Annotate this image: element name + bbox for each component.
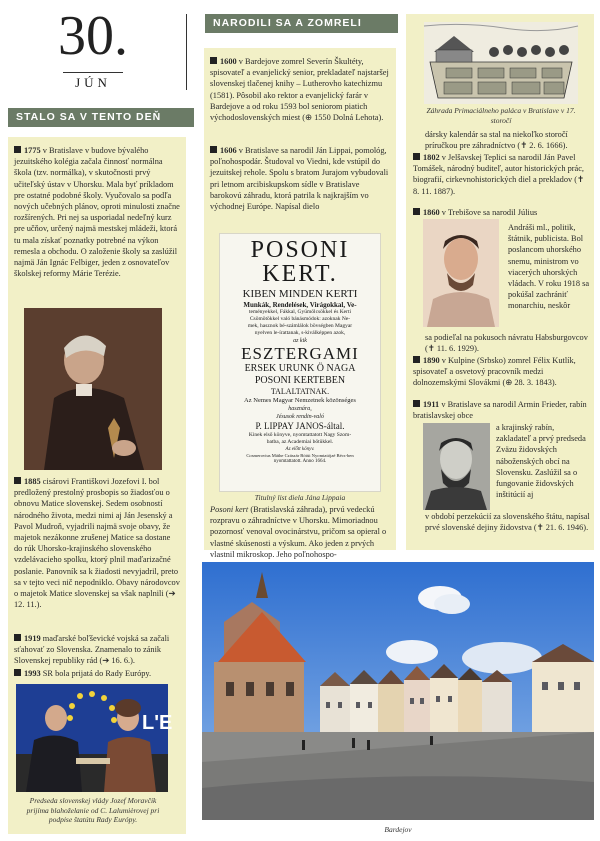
caption-left-photo: Predseda slovenskej vlády Jozef Moravčík prijíma blahoželanie od C. Lalumièrovej pri podpise štatútu Rady Európy. bbox=[26, 796, 160, 824]
entry-1606: 1606 v Bratislave sa narodil Ján Lippai, pomológ, poľnohospodár. Študoval vo Viedni, kde vstúpil do jezuitskej rehole. Spolu s bratom Jurajom vybudovali pri letnom arcibiskupskom sídle v Bratislave barokovú záhradu, ktorá patrila k najkrajším vo východnej Európe. Napísal dielo bbox=[210, 146, 389, 212]
bullet-square-icon bbox=[413, 208, 420, 215]
entry-1885: 1885 cisárovi Františkovi Jozefovi I. bol predložený prestolný prosbopis so žiadosťou o obnovu Matice slovenskej. Sedem osobností národného života, medzi nimi aj Ján Jesenský a Pavol Mudroň, vyjadrili najmä svoje obavy, že majetok nezákonne zrušenej Matice sa dostane do rúk Uhorsko-krajinského slovenského vzdelávacieho spolku, ktorý plnil maďarizačné poslanie. Panovník sa k žiadosti nevyjadril, preto sa v tejto veci nič nepodniklo. Obavy národovcov o majetok Matice slovenskej sa však naplnili (➔ 12. 11.). bbox=[14, 477, 180, 610]
bardejov-photo bbox=[202, 562, 594, 820]
garden-caption: Záhrada Primaciálneho paláca v Bratislave v 17. storočí bbox=[426, 106, 576, 125]
entry-1860-end: sa podieľal na pokusoch návratu Habsburgovcov (✝ 11. 6. 1929). bbox=[425, 333, 588, 354]
bullet-square-icon bbox=[413, 153, 420, 160]
entry-1775: 1775 v Bratislave v budove bývalého jezuitského kolégia začala činnosť normálna škola (tzv. normálka), v skutočnosti prvý učiteľský ústav v Uhorsku. Mala byť príkladom pre ostatné podobné školy. Vyučovalo sa podľa nových učebných plánov, oproti minulosti značne rozšírených. Pri nej sa usporiadal nedeľný kurz pre učňov, určený najmä mestskej mládeži, ktorá tu mala získať poznatky potrebné na výkon remesla a obchodu. O založenie školy sa zaslúžil najmä Ján Ignác Felbiger, jeden z osnovateľov školskej reformy Márie Terézie. bbox=[14, 146, 180, 279]
felbiger-portrait-image bbox=[24, 308, 162, 470]
book-title-page: POSONI KERT. KIBEN MINDEN KERTI Munkák, Rendelések, Virágokkal, Ve- teményekkel, Fákkal, Gyümölcsökkel és Kerti Csömötökkel való bánásmódok: azoknak Ne- mek, hasznok bé-számlálok bövségben Magyar nyelven le-írattanak, s-kiválképpen azok, az kik ESZTERGAMI ERSEK URUNK Ö NAGA POSONI KERTEBEN TALALTATNAK. Az Nemes Magyar Nemzetnek közönséges hasznára, Jésusok rendin-való P. LIPPAY JANOS-által. Kinek első könyve, nyomtattatott Nagy Szom- batba, az Academiai bötükkel. Az előtt könyv. Cosmerovius Máthe Czászár Bötüi Nyomtatójaé Bécs-ben nyomtattatott. Anno 1664. bbox=[219, 233, 381, 492]
bullet-square-icon bbox=[413, 356, 420, 363]
andrassy-portrait-image bbox=[423, 219, 499, 327]
right-section-header: NARODILI SA A ZOMRELI bbox=[205, 14, 398, 33]
date-rule bbox=[63, 72, 123, 73]
left-section-header: STALO SA V TENTO DEŇ bbox=[8, 108, 194, 127]
bullet-square-icon bbox=[14, 634, 21, 641]
garden-engraving-image bbox=[424, 22, 578, 104]
vertical-divider bbox=[186, 14, 187, 90]
bullet-square-icon bbox=[14, 669, 21, 676]
book-caption: Titulný list diela Jána Lippaia bbox=[254, 493, 346, 502]
bullet-square-icon bbox=[413, 400, 420, 407]
council-of-europe-photo bbox=[16, 684, 173, 792]
bardejov-caption: Bardejov bbox=[384, 825, 412, 834]
bullet-square-icon bbox=[14, 146, 21, 153]
bullet-square-icon bbox=[14, 477, 21, 484]
entry-1919: 1919 maďarské boľševické vojská sa začali sťahovať zo Slovenska. Znamenalo to zánik Slovenskej republiky rád (➔ 16. 6.). bbox=[14, 634, 170, 666]
bullet-square-icon bbox=[210, 57, 217, 64]
right-continuation: dársky kalendár sa stal na niekoľko storočí príručkou pre záhradníctvo (✝ 2. 6. 1666). bbox=[425, 130, 568, 151]
date-day: 30. bbox=[58, 5, 128, 67]
entry-1860-cont: Andráši ml., politik, štátnik, publicista. Bol poslancom uhorského snemu, ministrom vo viacerých uhorských vládach. V roku 1918 sa pokúšal zachrániť monarchiu, neskôr bbox=[508, 223, 590, 311]
bullet-square-icon bbox=[210, 146, 217, 153]
entry-1911: 1911 v Bratislave sa narodil Armin Frieder, rabín bratislavskej obce bbox=[413, 400, 587, 421]
entry-1802: 1802 v Jelšavskej Teplici sa narodil Ján Pavel Tomášek, národný buditeľ, autor historických prác, biografií, cirkevnohistorických diel a prekladov (✝ 8. 11. 1887). bbox=[413, 153, 585, 196]
entry-1911-cont: a krajinský rabín, zakladateľ a prvý predseda Zväzu židovských náboženských obcí na Slovensku. Zaslúžil sa o fungovanie židovských inštitúcií aj bbox=[496, 423, 586, 500]
entry-1860: 1860 v Trebišove sa narodil Július bbox=[413, 207, 590, 218]
entry-1600: 1600 v Bardejove zomrel Severín Škultéty, spisovateľ a evanjelický senior, prekladateľ najstaršej slovenskej tlačenej knihy – Lutherovho katechizmu (1581). Pôsobil ako rektor a evanjelický farár v Bardejove a od roku 1593 bol seniorom piatich východoslovenských miest (⊕ 1550 Dolná Lehota). bbox=[210, 57, 389, 123]
entry-1911-end: v období perzekúcií za slovenského štátu, napísal prvé slovenské dejiny židovstva (✝ 21. 6. 1946). bbox=[425, 512, 590, 533]
entry-1993: 1993 SR bola prijatá do Rady Európy. bbox=[14, 668, 180, 679]
entry-1890: 1890 v Kulpine (Srbsko) zomrel Félix Kutlík, spisovateľ a osvetový pracovník medzi dolnozemskými Slovákmi (⊕ 28. 3. 1843). bbox=[413, 356, 576, 388]
frieder-portrait-image bbox=[423, 423, 490, 510]
eu-sign-text: L'E bbox=[142, 712, 173, 734]
date-month: JÚN bbox=[75, 75, 111, 90]
posoni-kert-paragraph: Posoni kert (Bratislavská záhrada), prvú vedeckú rozpravu o záhradníctve v Uhorsku. Mimoriadnou pozornosť venoval ovocinárstvu, pričom sa opieral o vlastné skúsenosti a výskum. Ako jeden z prvých vlastnil mikroskop. Jeho poľnohospo- bbox=[210, 505, 387, 559]
